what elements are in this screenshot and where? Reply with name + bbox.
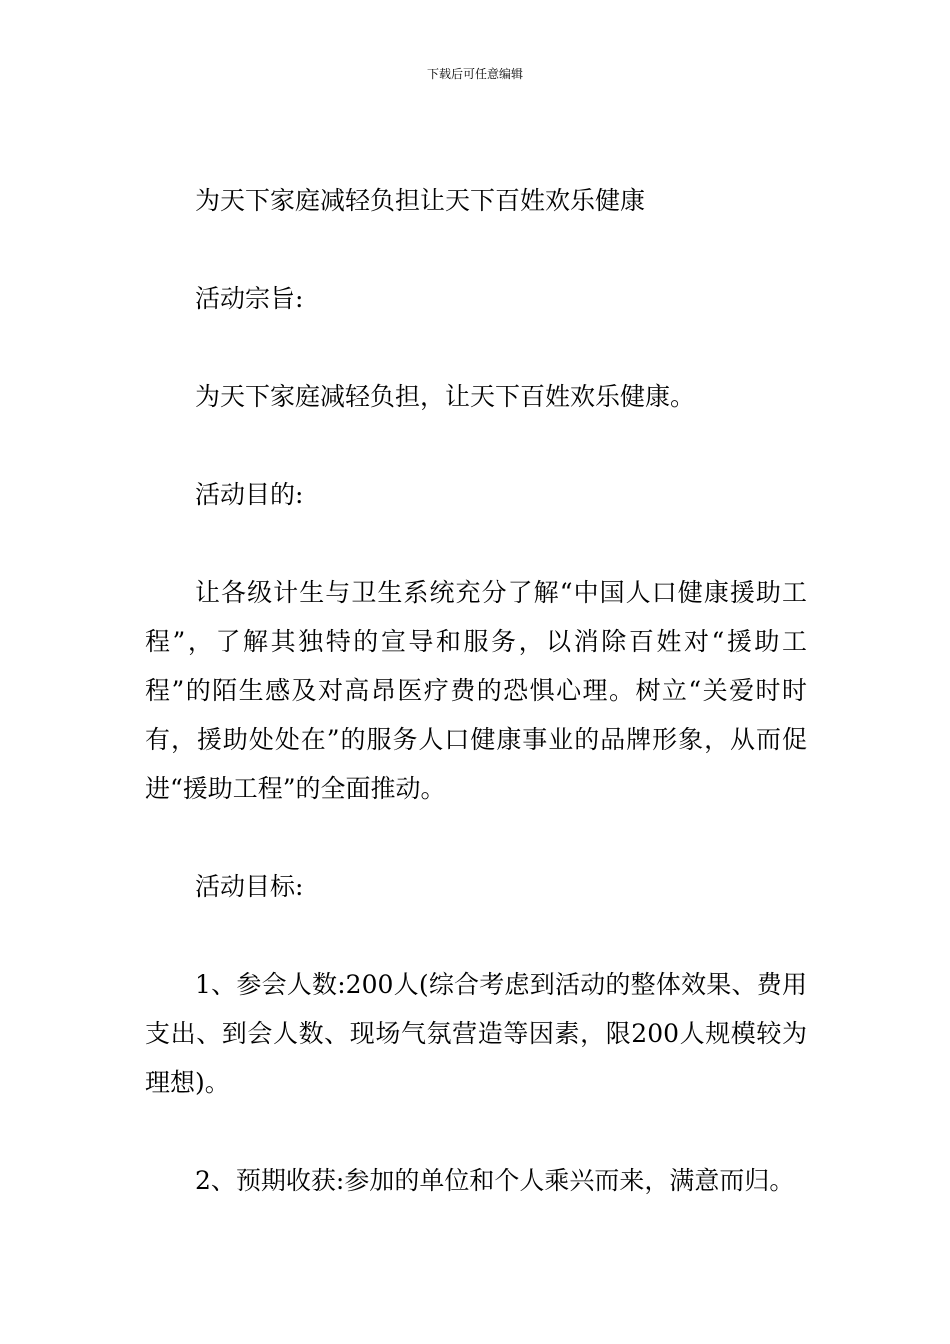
- section-heading-goal: 活动目的:: [195, 480, 304, 509]
- paragraph-gap: [145, 421, 807, 470]
- section-heading-targets: 活动目标:: [195, 872, 304, 901]
- header-note: 下载后可任意编辑: [426, 67, 523, 81]
- paragraph-gap: [145, 519, 807, 568]
- document-title: 为天下家庭减轻负担让天下百姓欢乐健康: [195, 186, 646, 215]
- paragraph-gap: [145, 225, 807, 274]
- target-item-outcome: 2、预期收获:参加的单位和个人乘兴而来，满意而归。: [195, 1166, 795, 1195]
- goal-text: 让各级计生与卫生系统充分了解“中国人口健康援助工程”，了解其独特的宣导和服务，以消除百姓对“援助工程”的陌生感及对高昂医疗费的恐惧心理。树立“关爱时时有，援助处处在”的服务人口健康事业的品牌形象，从而促进“援助工程”的全面推动。: [145, 578, 807, 803]
- document-body: [145, 176, 807, 1205]
- paragraph-gap: [145, 813, 807, 862]
- paragraph-gap: [145, 1107, 807, 1156]
- purpose-text: 为天下家庭减轻负担，让天下百姓欢乐健康。: [195, 382, 696, 411]
- target-item-attendance: 1、参会人数:200人(综合考虑到活动的整体效果、费用支出、到会人数、现场气氛营造等因素，限200人规模较为理想)。: [145, 970, 807, 1097]
- paragraph-gap: [145, 323, 807, 372]
- paragraph-gap: [145, 911, 807, 960]
- section-heading-purpose: 活动宗旨:: [195, 284, 304, 313]
